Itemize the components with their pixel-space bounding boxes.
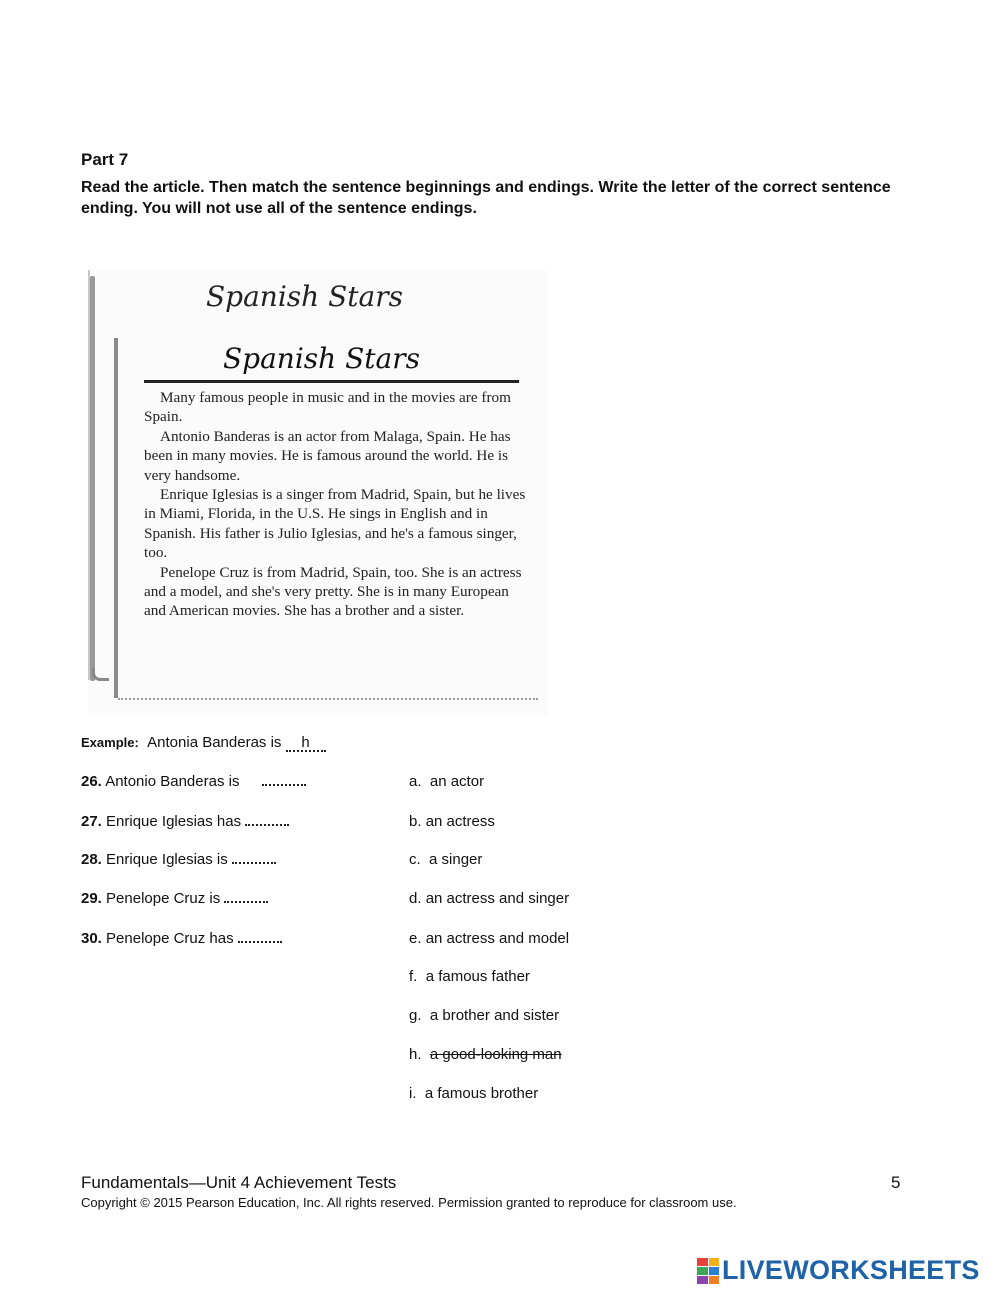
footer-title: Fundamentals—Unit 4 Achievement Tests bbox=[81, 1173, 397, 1192]
page-corner-mark bbox=[92, 668, 109, 681]
torn-bottom-edge bbox=[118, 690, 538, 700]
answer-blank-26[interactable] bbox=[262, 784, 306, 786]
example-row bbox=[81, 734, 326, 752]
option-c: c. a singer bbox=[409, 851, 483, 868]
liveworksheets-cube-icon bbox=[697, 1258, 719, 1284]
option-i: i. a famous brother bbox=[409, 1085, 539, 1102]
page-number: 5 bbox=[891, 1173, 901, 1192]
struck-option-text: a good-looking man bbox=[429, 1046, 562, 1063]
question-text: Penelope Cruz is bbox=[106, 890, 221, 907]
article-paragraph: Penelope Cruz is from Madrid, Spain, too. She is an actress and a model, and she's very pretty. She is in many European and American movies. She has a brother and a sister. bbox=[144, 563, 522, 620]
answer-blank-30[interactable] bbox=[238, 941, 282, 943]
question-26 bbox=[81, 773, 306, 790]
question-text: Enrique Iglesias has bbox=[106, 813, 242, 830]
article-image bbox=[88, 270, 548, 715]
option-h: h. a good-looking man bbox=[409, 1046, 562, 1063]
example-text: Antonia Banderas is bbox=[147, 734, 282, 751]
article-title-repeat: Spanish Stars bbox=[206, 280, 403, 313]
answer-blank-27[interactable] bbox=[245, 824, 289, 826]
option-a: a. an actor bbox=[409, 773, 485, 790]
article-body bbox=[144, 388, 526, 621]
option-b: b. an actress bbox=[409, 813, 495, 830]
answer-blank-28[interactable] bbox=[232, 862, 276, 864]
copyright-notice: Copyright © 2015 Pearson Education, Inc. All rights reserved. Permission granted to reproduce for classroom use. bbox=[81, 1195, 737, 1210]
question-number: 27. bbox=[81, 813, 102, 830]
part-title: Part 7 bbox=[81, 150, 129, 169]
brand-name: LIVEWORKSHEETS bbox=[722, 1255, 980, 1285]
question-29 bbox=[81, 890, 268, 907]
liveworksheets-logo[interactable] bbox=[697, 1255, 980, 1286]
question-27 bbox=[81, 813, 289, 830]
question-28 bbox=[81, 851, 276, 868]
article-paragraph: Antonio Banderas is an actor from Malaga, Spain. He has been in many movies. He is famous around the world. He is very handsome. bbox=[144, 427, 511, 484]
example-label: Example: bbox=[81, 735, 139, 750]
instructions: Read the article. Then match the sentence beginnings and endings. Write the letter of the correct sentence ending. You will not use all of the sentence endings. bbox=[81, 179, 891, 217]
article-paragraph: Enrique Iglesias is a singer from Madrid, Spain, but he lives in Miami, Florida, in the U.S. He sings in English and in Spanish. His father is Julio Iglesias, and he's a famous singer, too. bbox=[144, 486, 526, 562]
option-g: g. a brother and sister bbox=[409, 1007, 560, 1024]
option-e: e. an actress and model bbox=[409, 930, 570, 947]
option-d: d. an actress and singer bbox=[409, 890, 570, 907]
answer-blank-29[interactable] bbox=[224, 901, 268, 903]
question-number: 26. bbox=[81, 773, 102, 790]
question-30 bbox=[81, 930, 282, 947]
inner-binding-line bbox=[114, 338, 118, 698]
question-number: 28. bbox=[81, 851, 102, 868]
question-number: 29. bbox=[81, 890, 102, 907]
example-answer: h bbox=[286, 736, 326, 752]
question-text: Antonio Banderas is bbox=[105, 773, 240, 790]
question-text: Penelope Cruz has bbox=[106, 930, 234, 947]
title-rule bbox=[144, 380, 519, 383]
option-f: f. a famous father bbox=[409, 968, 530, 985]
article-title: Spanish Stars bbox=[223, 342, 420, 375]
question-number: 30. bbox=[81, 930, 102, 947]
question-text: Enrique Iglesias is bbox=[106, 851, 228, 868]
page-binding-line bbox=[90, 276, 95, 681]
article-paragraph: Many famous people in music and in the movies are from Spain. bbox=[144, 389, 511, 426]
